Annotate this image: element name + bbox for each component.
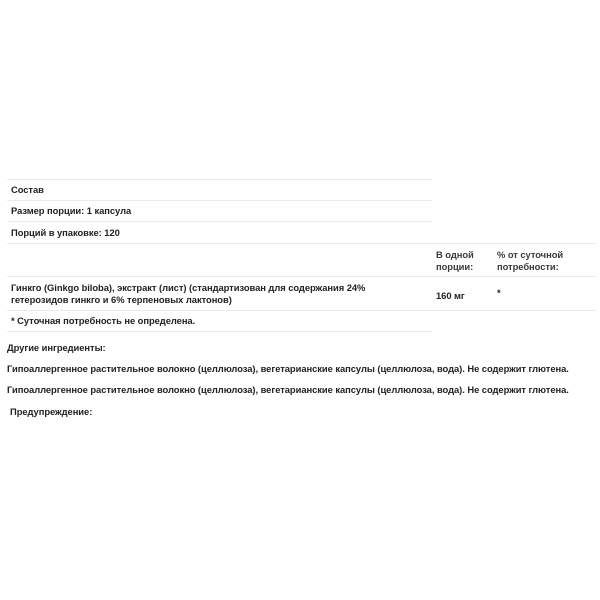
dv-header-line2: потребности: bbox=[497, 261, 559, 272]
warning-title: Предупреждение: bbox=[10, 406, 93, 417]
ingredient-name-line2: гетерозидов гинкго и 6% терпеновых лактонов) bbox=[11, 294, 232, 305]
divider bbox=[7, 221, 432, 222]
divider bbox=[7, 331, 432, 332]
serving-size: Размер порции: 1 капсула bbox=[11, 205, 132, 216]
other-ingredients-title: Другие ингредиенты: bbox=[7, 342, 106, 353]
dv-footnote: * Суточная потребность не определена. bbox=[11, 315, 196, 326]
dv-header-line1: % от суточной bbox=[497, 249, 564, 260]
servings-per-container: Порций в упаковке: 120 bbox=[11, 227, 120, 238]
other-ingredients-line: Гипоаллергенное растительное волокно (целлюлоза), вегетарианские капсулы (целлюлоза, вода). Не содержит глютена. bbox=[7, 384, 569, 395]
amount-header-line2: порции: bbox=[436, 261, 474, 272]
amount-header-line1: В одной bbox=[436, 249, 474, 260]
divider bbox=[7, 243, 596, 244]
ingredient-name-line1: Гинкго (Ginkgo biloba), экстракт (лист) (стандартизован для содержания 24% bbox=[11, 282, 366, 293]
section-title: Состав bbox=[11, 184, 44, 195]
other-ingredients-line: Гипоаллергенное растительное волокно (целлюлоза), вегетарианские капсулы (целлюлоза, вода). Не содержит глютена. bbox=[7, 363, 569, 374]
ingredient-amount: 160 мг bbox=[436, 290, 465, 301]
divider bbox=[7, 276, 596, 277]
ingredient-dv: * bbox=[497, 287, 501, 298]
divider bbox=[7, 200, 432, 201]
divider bbox=[7, 310, 596, 311]
divider bbox=[7, 179, 432, 180]
